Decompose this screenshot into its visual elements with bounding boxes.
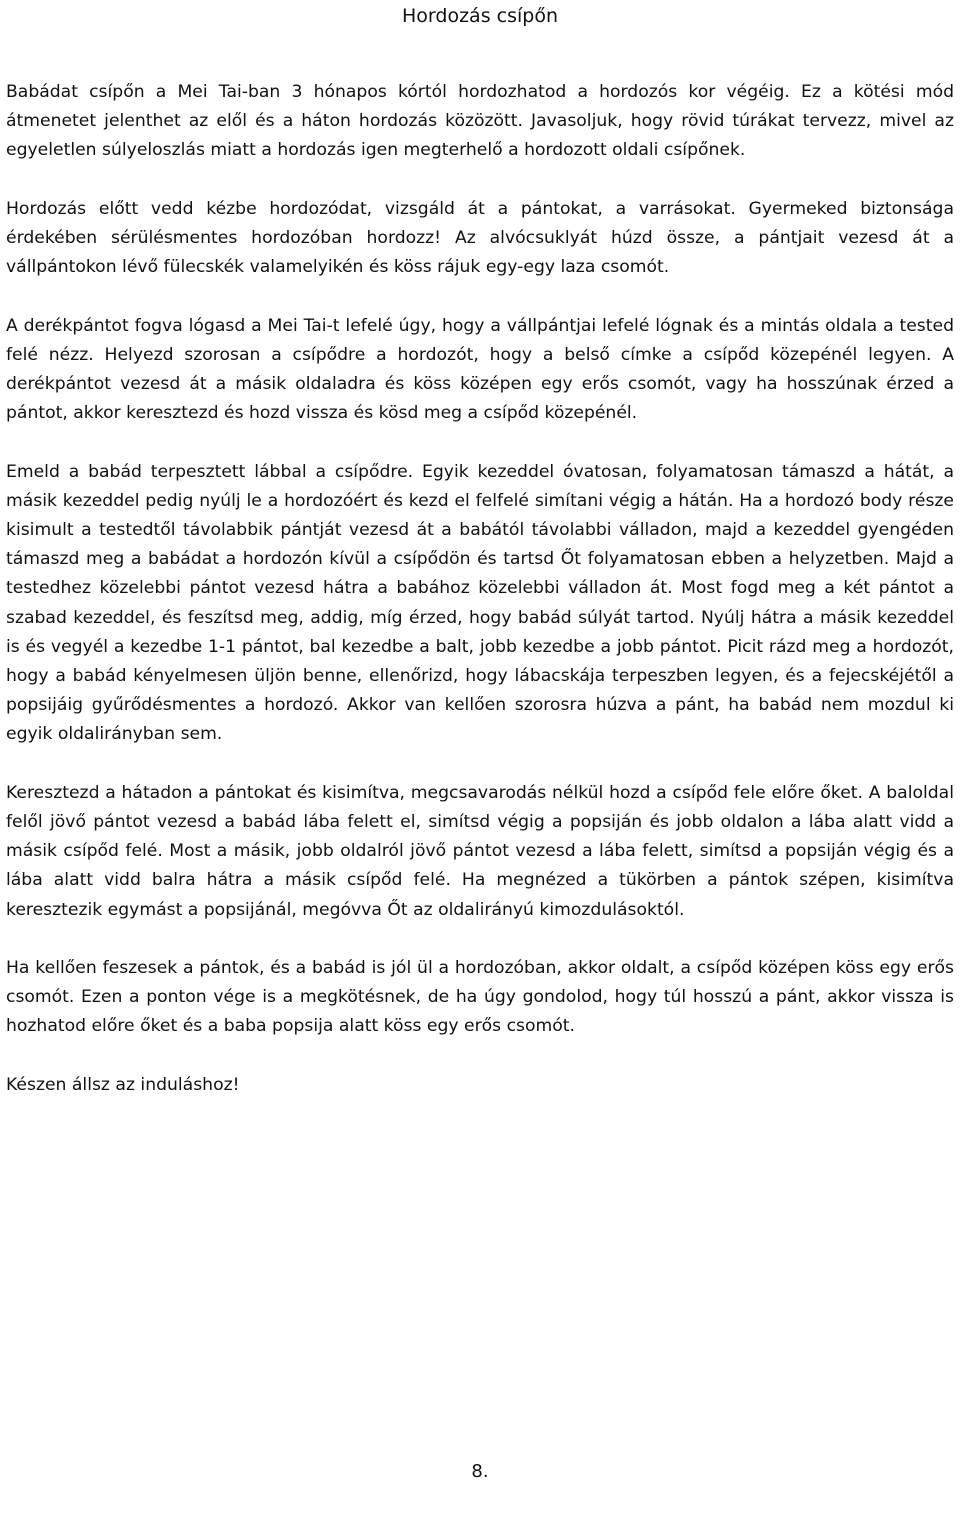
paragraph: Hordozás előtt vedd kézbe hordozódat, vizsgáld át a pántokat, a varrásokat. Gyermeked biztonsága érdekében sérülésmentes hordozóban hordozz! Az alvócsuklyát húzd össze, a pántjait vezesd át a vállpántokon lévő fülecskék valamelyikén és köss rájuk egy-egy laza csomót. <box>6 198 954 278</box>
paragraph: Ha kellően feszesek a pántok, és a babád is jól ül a hordozóban, akkor oldalt, a csípőd középen köss egy erős csomót. Ezen a ponton vége is a megkötésnek, de ha úgy gondolod, hogy túl hosszú a pánt, akkor vissza is hozhatod előre őket és a baba popsija alatt köss egy erős csomót. <box>6 958 954 1037</box>
paragraph: Keresztezd a hátadon a pántokat és kisimítva, megcsavarodás nélkül hozd a csípőd fele előre őket. A baloldal felől jövő pántot vezesd a babád lába felett el, simítsd végig a popsiján és jobb oldalon a lába alatt vidd a másik csípőd felé. Most a másik, jobb oldalról jövő pántot vezesd a lába felett, simítsd a popsiján végig és a lába alatt vidd balra hátra a másik csípőd felé. Ha megnézed a tükörben a pántok szépen, kisimítva keresztezik egymást a popsijánál, megóvva Őt az oldalirányú kimozdulásoktól. <box>6 782 954 920</box>
paragraph: Emeld a babád terpesztett lábbal a csípődre. Egyik kezeddel óvatosan, folyamatosan támaszd a hátát, a másik kezeddel pedig nyúlj le a hordozóért és kezd el felfelé simítani végig a hátán. Ha a hordozó body része kisimult a testedtől távolabbik pántját vezesd át a babától távolabbi válladon, majd a kezeddel gyengéden támaszd meg a babádat a hordozón kívül a csípődön és tartsd Őt folyamatosan ebben a helyzetben. Majd a testedhez közelebbi pántot vezesd hátra a babához közelebbi válladon át. Most fogd meg a két pántot a szabad kezeddel, és feszítsd meg, addig, míg érzed, hogy babád súlyát tartod. Nyúlj hátra a másik kezeddel is és vegyél a kezedbe 1-1 pántot, bal kezedbe a balt, jobb kezedbe a jobb pántot. Picit rázd meg a hordozót, hogy a babád kényelmesen üljön benne, ellenőrizd, hogy lábacskája terpeszben legyen, és a fejecskéjétől a popsijáig gyűrődésmentes a hordozó. Akkor van kellően szorosra húzva a pánt, ha babád nem mozdul ki egyik oldalirányban sem. <box>6 461 954 745</box>
page-number: 8. <box>471 1461 489 1482</box>
page-title: Hordozás csípőn <box>402 5 558 27</box>
paragraph: Babádat csípőn a Mei Tai-ban 3 hónapos kórtól hordozhatod a hordozós kor végéig. Ez a kötési mód átmenetet jelenthet az elől és a háton hordozás közözött. Javasoljuk, hogy rövid túrákat tervezz, mivel az egyeletlen súlyeloszlás miatt a hordozás igen megterhelő a hordozott oldali csípőnek. <box>6 82 954 161</box>
document-page <box>6 0 954 1513</box>
paragraph: A derékpántot fogva lógasd a Mei Tai-t lefelé úgy, hogy a vállpántjai lefelé lógnak és a mintás oldala a tested felé nézz. Helyezd szorosan a csípődre a hordozót, hogy a belső címke a csípőd közepénél legyen. A derékpántot vezesd át a másik oldaladra és köss középen egy erős csomót, vagy ha hosszúnak érzed a pántot, akkor keresztezd és hozd vissza és kösd meg a csípőd közepénél. <box>6 315 954 424</box>
paragraph: Készen állsz az induláshoz! <box>6 1074 240 1095</box>
body-text <box>6 78 954 1129</box>
